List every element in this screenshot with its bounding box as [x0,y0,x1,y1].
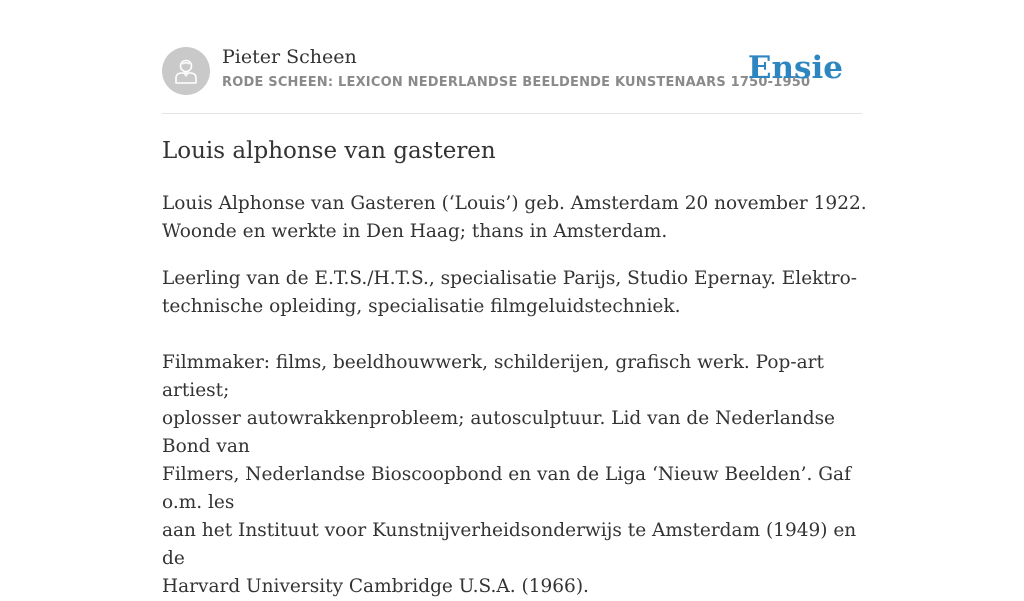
article-paragraph: Leerling van de E.T.S./H.T.S., specialisatie Parijs, Studio Epernay. Elektro- technische opleiding, specialisatie filmgeluidstechniek. Filmmaker: films, beeldhouwwerk, schilderijen, grafisch werk. Pop-art artiest; oplosser autowrakkenprobleem; autosculptuur. Lid van de Nederlandse Bond van Filmers, Nederlandse Bioscoopbond en van de Liga ‘Nieuw Beelden’. Gaf o.m. les aan het Instituut voor Kunstnijverheidsonderwijs te Amsterdam (1949) en de Harvard University Cambridge U.S.A. (1966). [162,268,858,597]
avatar[interactable] [162,47,210,95]
article-title: Louis alphonse van gasteren [162,138,496,164]
article-header [162,46,862,96]
article-body [162,190,867,601]
user-icon [174,58,198,84]
source-title[interactable]: RODE SCHEEN: LEXICON NEDERLANDSE BEELDENDE KUNSTENAARS 1750-1950 [222,75,811,90]
author-name[interactable]: Pieter Scheen [222,46,357,68]
brand-logo[interactable]: Ensie [747,50,843,86]
article-paragraph: Louis Alphonse van Gasteren (‘Louis’) geb. Amsterdam 20 november 1922. Woonde en werkte in Den Haag; thans in Amsterdam. [162,193,867,242]
header-divider [162,113,862,114]
